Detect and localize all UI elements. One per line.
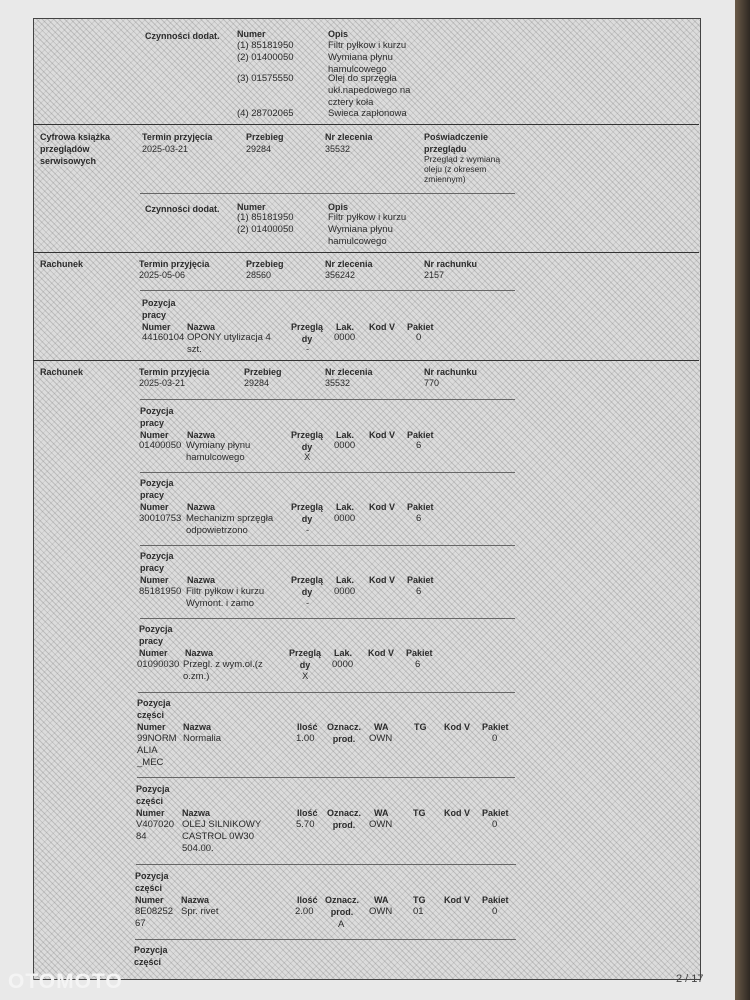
value-ilosc: 1.00: [296, 733, 315, 744]
col-tg-header: TG: [413, 808, 426, 818]
pozycja-czesci-label: Pozycja części: [136, 784, 170, 806]
col-kodv-header: Kod V: [444, 895, 470, 905]
value-wa: OWN: [369, 906, 393, 917]
value-numer: V407020 84: [136, 819, 175, 842]
col-kodv-header: Kod V: [369, 502, 395, 512]
value-nazwa: Wymiany płynu hamulcowego: [186, 440, 251, 463]
item-number: (2) 01400050: [237, 224, 294, 235]
pozycja-pracy-label: Pozycja pracy: [142, 298, 176, 320]
value-lak: 0000: [334, 440, 356, 451]
col-kodv-header: Kod V: [444, 722, 470, 732]
value-numer: 30010753: [139, 513, 182, 524]
col-oznacz-header: Oznacz. prod.: [327, 722, 362, 744]
value-nazwa: OLEJ SILNIKOWY CASTROL 0W30 504.00.: [182, 819, 262, 854]
value-przeglady: X: [302, 671, 309, 682]
col-numer-header: Numer: [136, 808, 165, 818]
col-nazwa-header: Nazwa: [181, 895, 210, 905]
col-numer-header: Numer: [135, 895, 164, 905]
value-pakiet: 0: [416, 332, 422, 343]
pozycja-czesci-label: Pozycja części: [137, 698, 171, 720]
col-nazwa-header: Nazwa: [187, 502, 216, 512]
col-kodv-header: Kod V: [369, 575, 395, 585]
col-numer-header: Numer: [140, 575, 169, 585]
czynnosci-label: Czynności dodat.: [145, 31, 220, 41]
item-number: (2) 01400050: [237, 52, 294, 63]
col-numer-header: Numer: [237, 29, 266, 39]
col-lak-header: Lak.: [336, 322, 355, 332]
item-description: Filtr pyłkow i kurzu: [328, 212, 407, 223]
row-divider: [135, 939, 516, 940]
czynnosci-label: Czynności dodat.: [145, 204, 220, 214]
col-ilosc-header: Ilość: [297, 895, 318, 905]
col-numer-header: Numer: [139, 648, 168, 658]
value-pakiet: 0: [492, 906, 498, 917]
value-numer: 8E08252 67: [135, 906, 174, 929]
header-termin: Termin przyjęcia: [142, 132, 213, 142]
header-nr-zlecenia: Nr zlecenia: [325, 132, 373, 142]
item-description: Swieca zapłonowa: [328, 108, 407, 119]
row-divider: [140, 545, 515, 546]
value-poswiadczenie: Przegląd z wymianą oleju (z okresem zmiennym): [424, 154, 501, 184]
col-pakiet-header: Pakiet: [482, 722, 509, 732]
value-numer: 01090030: [137, 659, 180, 670]
value-numer: 85181950: [139, 586, 182, 597]
page-number: 2 / 17: [676, 973, 704, 985]
value-przeglady: -: [306, 525, 310, 536]
col-tg-header: TG: [413, 895, 426, 905]
value-lak: 0000: [334, 332, 356, 343]
row-divider: [136, 864, 516, 865]
value-ilosc: 2.00: [295, 906, 314, 917]
header-przebieg: Przebieg: [244, 367, 282, 377]
value-ilosc: 5.70: [296, 819, 315, 830]
row-divider: [140, 290, 515, 291]
row-divider: [137, 777, 515, 778]
value-nazwa: Normalia: [183, 733, 222, 744]
item-description: Olej do sprzęgła ukł.napedowego na cztery koła: [328, 73, 411, 108]
value-pakiet: 6: [416, 513, 422, 524]
value-nazwa: Mechanizm sprzęgła odpowietrzono: [186, 513, 274, 536]
value-termin: 2025-05-06: [139, 270, 186, 280]
value-nr-rachunku: 770: [424, 378, 440, 388]
col-wa-header: WA: [374, 895, 389, 905]
section-divider: [33, 360, 699, 361]
col-opis-header: Opis: [328, 29, 349, 39]
value-pakiet: 0: [492, 733, 498, 744]
col-pakiet-header: Pakiet: [406, 648, 433, 658]
col-nazwa-header: Nazwa: [185, 648, 214, 658]
value-numer: 01400050: [139, 440, 182, 451]
value-nr-zlecenia: 35532: [325, 144, 351, 154]
col-nazwa-header: Nazwa: [187, 322, 216, 332]
document-frame: [33, 18, 701, 980]
header-przebieg: Przebieg: [246, 132, 284, 142]
col-ilosc-header: Ilość: [297, 808, 318, 818]
col-nazwa-header: Nazwa: [182, 808, 211, 818]
col-ilosc-header: Ilość: [297, 722, 318, 732]
value-wa: OWN: [369, 733, 393, 744]
value-lak: 0000: [334, 513, 356, 524]
value-pakiet: 6: [416, 440, 422, 451]
col-lak-header: Lak.: [336, 502, 355, 512]
pozycja-pracy-label: Pozycja pracy: [140, 406, 174, 428]
value-lak: 0000: [334, 586, 356, 597]
col-pakiet-header: Pakiet: [407, 322, 434, 332]
col-lak-header: Lak.: [336, 430, 355, 440]
col-przeglady-header: Przeglą dy: [289, 648, 322, 670]
item-number: (3) 01575550: [237, 73, 294, 84]
value-termin: 2025-03-21: [142, 144, 189, 154]
section-divider: [33, 252, 699, 253]
pozycja-pracy-label: Pozycja pracy: [140, 478, 174, 500]
col-kodv-header: Kod V: [444, 808, 470, 818]
col-opis-header: Opis: [328, 202, 349, 212]
col-kodv-header: Kod V: [369, 322, 395, 332]
value-nr-zlecenia: 35532: [325, 378, 351, 388]
col-przeglady-header: Przeglą dy: [291, 322, 324, 344]
col-lak-header: Lak.: [334, 648, 353, 658]
value-przebieg: 29284: [244, 378, 270, 388]
item-number: (1) 85181950: [237, 212, 294, 223]
value-pakiet: 6: [415, 659, 421, 670]
value-przeglady: X: [304, 452, 311, 463]
value-przebieg: 28560: [246, 270, 272, 280]
header-nr-rachunku: Nr rachunku: [424, 367, 478, 377]
col-kodv-header: Kod V: [369, 430, 395, 440]
col-kodv-header: Kod V: [368, 648, 394, 658]
value-przeglady: -: [306, 598, 310, 609]
header-przebieg: Przebieg: [246, 259, 284, 269]
col-nazwa-header: Nazwa: [183, 722, 212, 732]
row-divider: [140, 193, 515, 194]
section-title: Rachunek: [40, 367, 84, 377]
value-przebieg: 29284: [246, 144, 272, 154]
col-numer-header: Numer: [142, 322, 171, 332]
col-nazwa-header: Nazwa: [187, 575, 216, 585]
section-title: Cyfrowa książka przeglądów serwisowych: [40, 132, 111, 166]
value-nazwa: Spr. rivet: [181, 906, 219, 917]
row-divider: [140, 472, 515, 473]
header-termin: Termin przyjęcia: [139, 367, 210, 377]
value-nazwa: Filtr pyłkow i kurzu Wymont. i zamo: [186, 586, 265, 609]
pozycja-czesci-label: Pozycja części: [134, 945, 168, 967]
col-przeglady-header: Przeglą dy: [291, 575, 324, 597]
header-termin: Termin przyjęcia: [139, 259, 210, 269]
value-tg: 01: [413, 906, 424, 917]
value-przeglady: -: [306, 344, 310, 355]
col-pakiet-header: Pakiet: [407, 502, 434, 512]
col-przeglady-header: Przeglą dy: [291, 502, 324, 524]
value-nazwa: Przegl. z wym.ol.(z o.zm.): [183, 659, 263, 682]
item-number: (4) 28702065: [237, 108, 294, 119]
header-nr-rachunku: Nr rachunku: [424, 259, 478, 269]
col-numer-header: Numer: [237, 202, 266, 212]
header-poswiadczenie: Poświadczenie przeglądu: [424, 132, 489, 154]
item-description: Wymiana płynu hamulcowego: [328, 52, 393, 75]
col-pakiet-header: Pakiet: [482, 808, 509, 818]
item-number: (1) 85181950: [237, 40, 294, 51]
col-nazwa-header: Nazwa: [187, 430, 216, 440]
value-nazwa: OPONY utylizacja 4 szt.: [187, 332, 271, 355]
col-numer-header: Numer: [137, 722, 166, 732]
pozycja-pracy-label: Pozycja pracy: [139, 624, 173, 646]
value-oznacz: A: [338, 919, 345, 930]
item-description: Filtr pyłkow i kurzu: [328, 40, 407, 51]
value-nr-zlecenia: 356242: [325, 270, 356, 280]
header-nr-zlecenia: Nr zlecenia: [325, 259, 373, 269]
section-divider: [33, 124, 699, 125]
value-pakiet: 0: [492, 819, 498, 830]
item-description: Wymiana płynu hamulcowego: [328, 224, 393, 247]
row-divider: [140, 399, 515, 400]
value-pakiet: 6: [416, 586, 422, 597]
col-numer-header: Numer: [140, 502, 169, 512]
value-wa: OWN: [369, 819, 393, 830]
value-numer: 44160104: [142, 332, 185, 343]
value-termin: 2025-03-21: [139, 378, 186, 388]
col-oznacz-header: Oznacz. prod.: [325, 895, 360, 917]
header-nr-zlecenia: Nr zlecenia: [325, 367, 373, 377]
col-pakiet-header: Pakiet: [407, 430, 434, 440]
value-nr-rachunku: 2157: [424, 270, 445, 280]
page-edge: [735, 0, 750, 1000]
col-lak-header: Lak.: [336, 575, 355, 585]
col-pakiet-header: Pakiet: [482, 895, 509, 905]
col-wa-header: WA: [374, 722, 389, 732]
col-tg-header: TG: [414, 722, 427, 732]
value-numer: 99NORM ALIA _MEC: [137, 733, 177, 768]
col-pakiet-header: Pakiet: [407, 575, 434, 585]
col-oznacz-header: Oznacz. prod.: [327, 808, 362, 830]
col-przeglady-header: Przeglą dy: [291, 430, 324, 452]
pozycja-czesci-label: Pozycja części: [135, 871, 169, 893]
col-numer-header: Numer: [140, 430, 169, 440]
row-divider: [138, 692, 515, 693]
otomoto-logo: OTOMOTO: [8, 970, 123, 993]
pozycja-pracy-label: Pozycja pracy: [140, 551, 174, 573]
col-wa-header: WA: [374, 808, 389, 818]
value-lak: 0000: [332, 659, 354, 670]
row-divider: [140, 618, 515, 619]
section-title: Rachunek: [40, 259, 84, 269]
